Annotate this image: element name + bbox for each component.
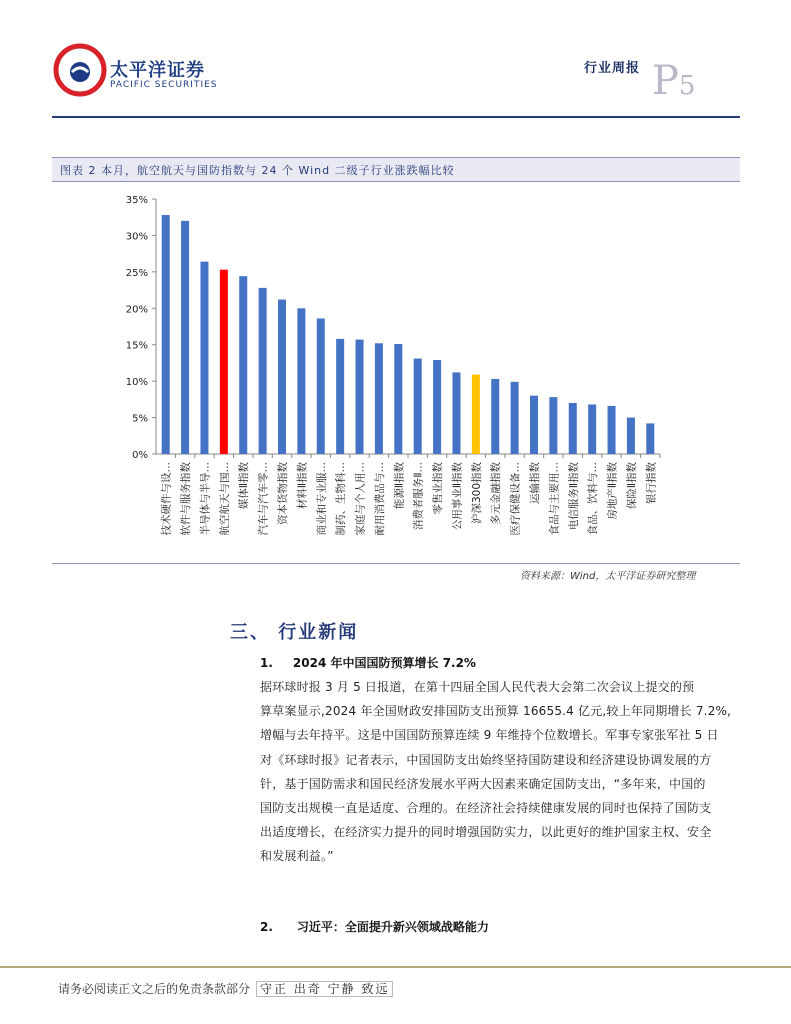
bar [278, 300, 286, 454]
logo-text-cn: 太平洋证券 [110, 60, 205, 81]
body-line: 算草案显示,2024 年全国财政安排国防支出预算 16655.4 亿元,较上年同期增长 7.2%, [260, 704, 732, 719]
body-line: 出适度增长，在经济实力提升的同时增强国防实力，以此更好的维护国家主权、安全 [260, 825, 712, 840]
bar [220, 270, 228, 454]
footer-disclaimer: 请务必阅读正文之后的免责条款部分 [58, 982, 251, 996]
x-tick-label: 耐用消费品与… [373, 462, 386, 536]
page-number [652, 58, 695, 104]
bar [569, 403, 577, 454]
x-tick-label: 家庭与个人用… [354, 462, 367, 536]
x-tick-label: 食品与主要用… [548, 462, 561, 536]
x-tick-label: 零售业指数 [432, 462, 445, 515]
bar [511, 382, 519, 454]
bar [472, 375, 480, 454]
x-tick-label: 资本货物指数 [277, 462, 289, 525]
x-tick-label: 多元金融指数 [490, 462, 503, 525]
x-tick-label: 食品、饮料与… [587, 462, 600, 536]
x-tick-label: 汽车与汽车零… [257, 462, 270, 536]
bar [433, 360, 441, 454]
news-item-2-number: 2. [260, 920, 273, 934]
bar [317, 318, 325, 454]
bar-chart [52, 182, 740, 562]
figure-source: 资料来源：Wind，太平洋证券研究整理 [520, 571, 696, 582]
bar [356, 340, 364, 454]
figure-bottom-divider [52, 563, 740, 564]
bar [259, 288, 267, 454]
y-tick-label: 30% [125, 231, 148, 243]
y-tick-label: 25% [125, 267, 148, 279]
x-tick-label: 房地产Ⅱ指数 [606, 462, 619, 520]
bar [394, 344, 402, 454]
x-tick-label: 保险Ⅱ指数 [625, 462, 638, 510]
body-line: 和发展利益。” [260, 849, 334, 864]
y-tick-label: 5% [132, 413, 148, 425]
section-title: 三、 行业新闻 [230, 622, 359, 643]
figure-title: 图表 2 本月，航空航天与国防指数与 24 个 Wind 二级子行业涨跌幅比较 [60, 164, 455, 177]
body-line: 针，基于国防需求和国民经济发展水平两大因素来确定国防支出，“多年来，中国的 [260, 776, 706, 791]
body-line: 国防支出规模一直是适度、合理的。在经济社会持续健康发展的同时也保持了国防支 [260, 801, 712, 816]
x-tick-label: 媒体Ⅱ指数 [238, 462, 251, 510]
bar [646, 423, 654, 454]
x-tick-label: 消费者服务Ⅱ… [412, 462, 425, 531]
news-item-1-number: 1. [260, 656, 273, 670]
footer-motto: 守正 出奇 宁静 致远 [256, 981, 393, 997]
x-tick-label: 沪深300指数 [470, 462, 483, 525]
page-digit: 5 [678, 71, 696, 101]
report-type: 行业周报 [584, 61, 641, 76]
x-tick-label: 能源Ⅱ指数 [393, 462, 406, 510]
bar [491, 379, 499, 454]
news-item-1-body [260, 675, 740, 869]
y-tick-label: 20% [125, 304, 148, 316]
footer-divider [0, 966, 791, 968]
bar [239, 276, 247, 454]
body-line: 对《环球时报》记者表示，中国国防支出始终坚持国防建设和经济建设协调发展的方 [260, 752, 712, 767]
x-tick-label: 医疗保健设备… [509, 462, 522, 536]
y-tick-label: 15% [125, 340, 148, 352]
logo-text-en: PACIFIC SECURITIES [110, 80, 218, 90]
y-tick-label: 10% [125, 377, 148, 389]
company-logo [52, 42, 218, 98]
logo-mark-icon [52, 42, 108, 98]
bar [588, 404, 596, 454]
bar [549, 397, 557, 454]
news-item-1-heading [260, 654, 476, 671]
x-tick-label: 半导体与半导… [199, 462, 212, 536]
bar [297, 308, 305, 454]
bar [452, 372, 460, 454]
y-tick-label: 0% [132, 450, 148, 461]
bar [608, 406, 616, 454]
bar [627, 418, 635, 454]
x-tick-label: 材料Ⅱ指数 [296, 462, 309, 510]
bar [336, 339, 344, 454]
page-letter: P [652, 58, 679, 104]
x-tick-label: 商业和专业服… [315, 462, 328, 536]
bar [414, 359, 422, 454]
x-tick-label: 制药、生物科… [335, 462, 348, 536]
x-tick-label: 航空航天与国… [218, 462, 231, 536]
news-item-2-title: 习近平：全面提升新兴领域战略能力 [296, 920, 489, 934]
x-tick-label: 银行指数 [645, 462, 658, 504]
body-line: 增幅与去年持平。这是中国国防预算连续 9 年维持个位数增长。军事专家张军社 5 日 [260, 728, 719, 743]
x-tick-label: 公用事业Ⅱ指数 [451, 462, 464, 531]
x-tick-label: 运输指数 [529, 462, 541, 504]
bar [530, 396, 538, 454]
news-item-1-title: 2024 年中国国防预算增长 7.2% [292, 656, 476, 670]
bar [162, 215, 170, 454]
figure-title-bar [52, 157, 740, 182]
body-line: 据环球时报 3 月 5 日报道，在第十四届全国人民代表大会第二次会议上提交的预 [260, 680, 695, 694]
footer [58, 980, 393, 997]
bar [181, 221, 189, 454]
header-divider [52, 116, 740, 118]
y-tick-label: 35% [125, 195, 148, 206]
x-tick-label: 电信服务Ⅱ指数 [567, 462, 580, 531]
x-tick-label: 技术硬件与设… [160, 462, 173, 536]
news-item-2-heading [260, 918, 489, 935]
x-tick-label: 软件与服务指数 [180, 462, 193, 536]
bar [200, 262, 208, 454]
bar [375, 343, 383, 454]
